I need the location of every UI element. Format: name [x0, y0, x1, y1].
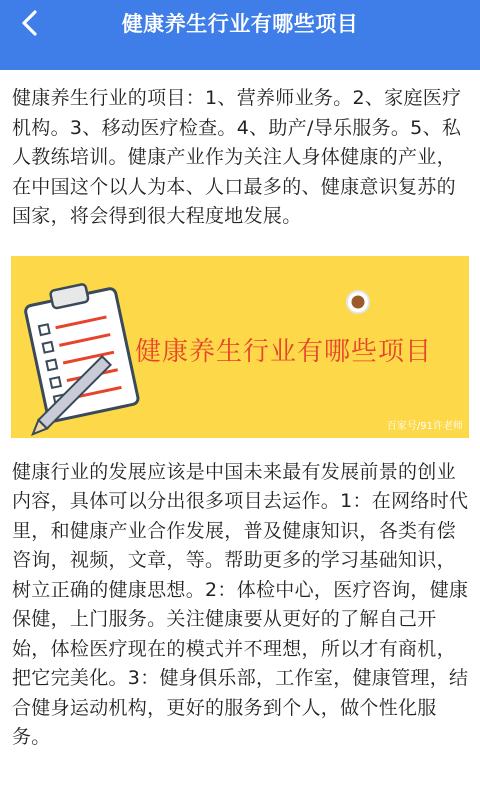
article-paragraph-2: 健康行业的发展应该是中国未来最有发展前景的创业内容，具体可以分出很多项目去运作。1：在网络时代里，和健康产业合作发展，普及健康知识，各类有偿咨询，视频，文章，等。帮助更多的学习基础知识，树立正确的健康思想。2：体检中心，医疗咨询，健康保健，上门服务。关注健康要从更好的了解自己开始，体检医疗现在的模式并不理想，所以才有商机，把它完美化。3：健身俱乐部，工作室，健康管理，结合健身运动机构，更好的服务到个人，做个性化服务。 [12, 460, 469, 748]
article-body [12, 84, 470, 753]
banner-watermark: 百家号/91许老师 [386, 420, 463, 432]
article-banner-image [11, 256, 469, 438]
top-bar [0, 0, 480, 70]
banner-title: 健康养生行业有哪些项目 [135, 336, 433, 367]
page-title: 健康养生行业有哪些项目 [121, 12, 359, 36]
article-paragraph-1: 健康养生行业的项目：1、营养师业务。2、家庭医疗机构。3、移动医疗检查。4、助产/导乐服务。5、私人教练培训。健康产业作为关注人身体健康的产业，在中国这个以人为本、人口最多的、健康意识复苏的国家，将会得到很大程度地发展。 [12, 87, 462, 227]
